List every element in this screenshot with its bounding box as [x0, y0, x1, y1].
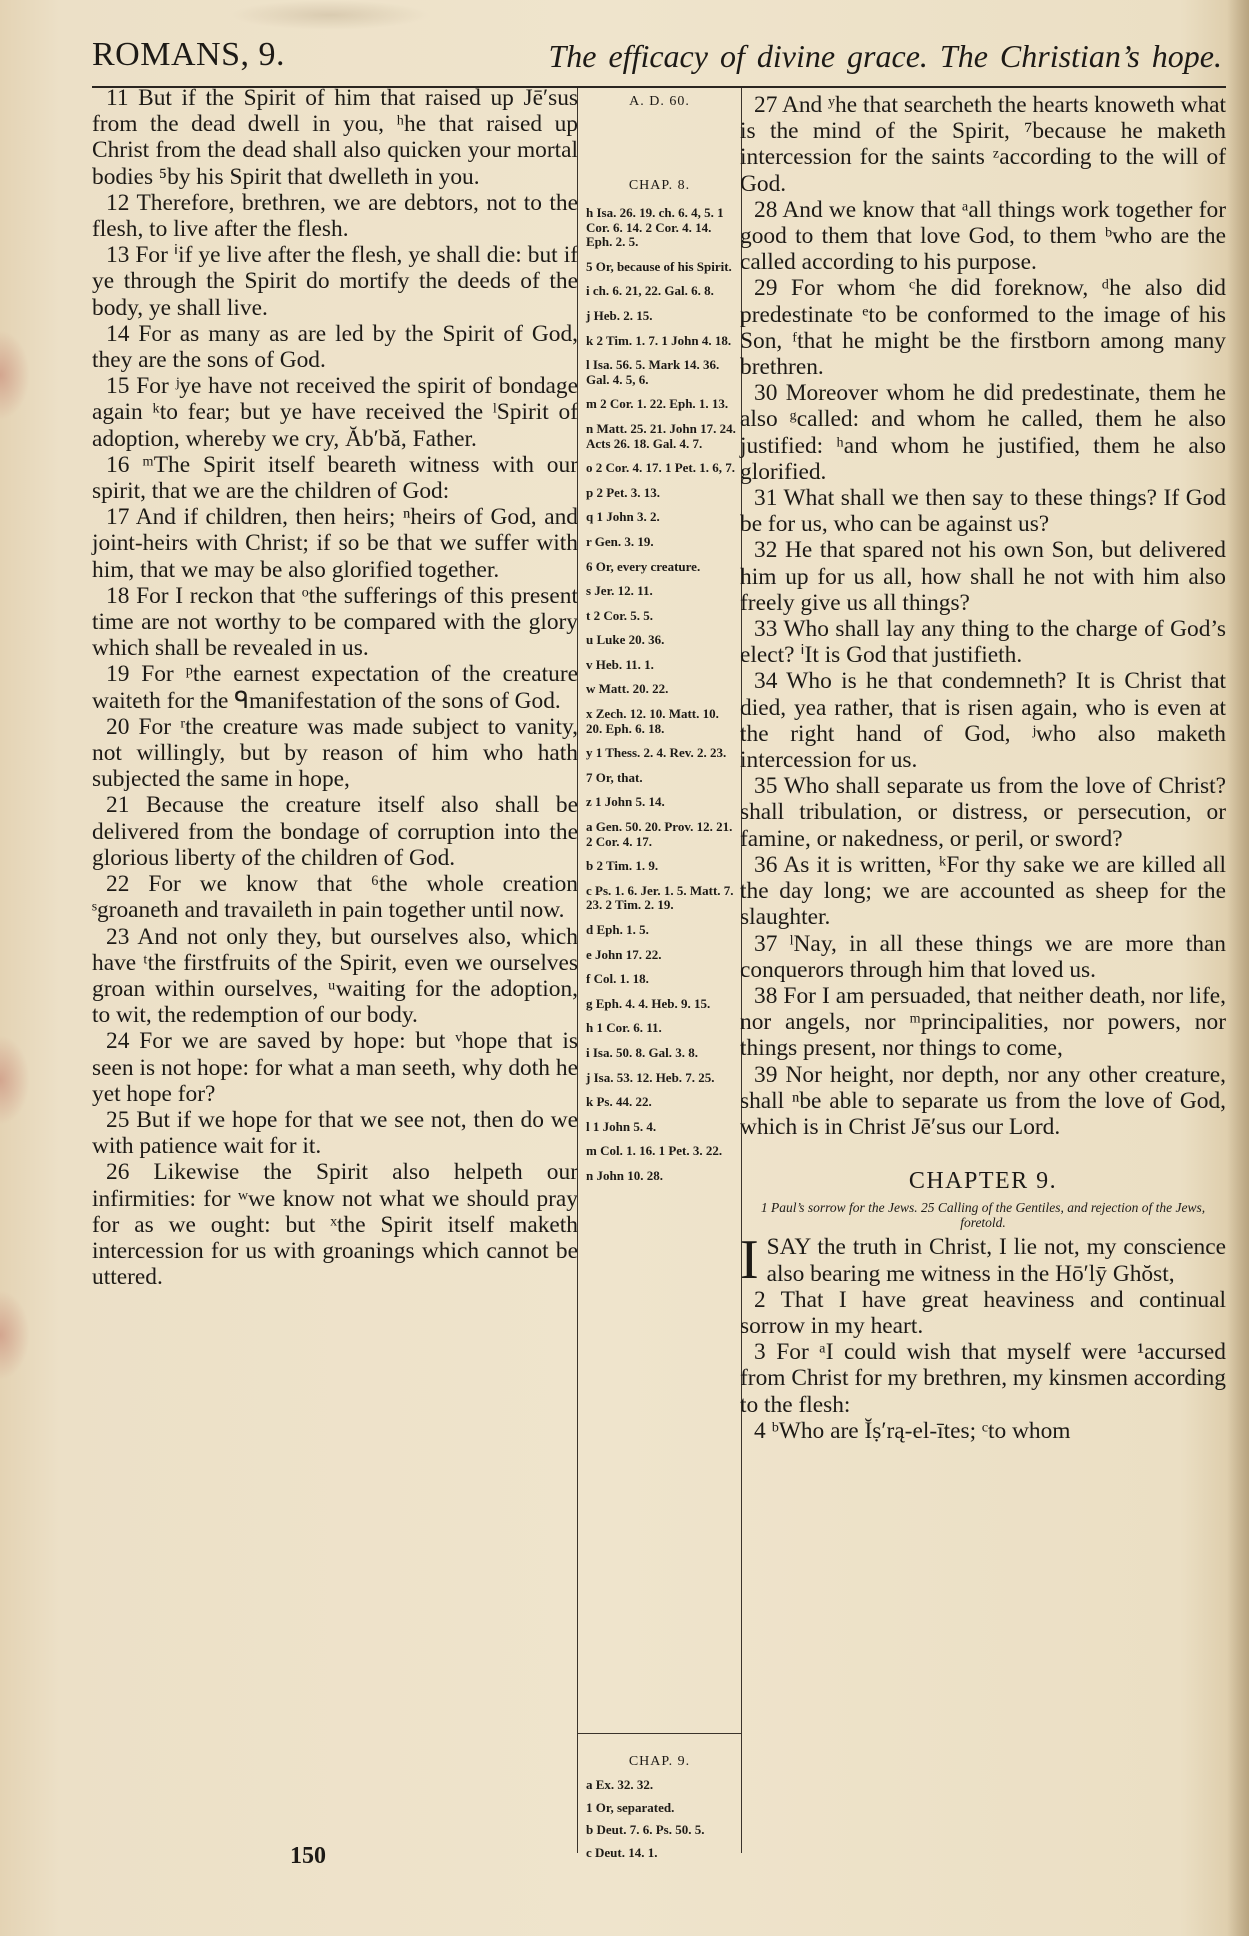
verse: 19 For ᵖthe earnest expectation of the creature waiteth for the ᑫmanifestation of the sons of God. — [92, 661, 578, 714]
verse: 14 For as many as are led by the Spirit of God, they are the sons of God. — [92, 320, 578, 374]
chapter-heading: CHAPTER 9. — [908, 1168, 1058, 1195]
reference: g Eph. 4. 4. Heb. 9. 15. — [586, 995, 711, 1011]
ref-chapter-label: CHAP. 8. — [628, 178, 691, 193]
reference: m Col. 1. 16. 1 Pet. 3. 22. — [586, 1143, 723, 1159]
anno-domini: A. D. 60. — [629, 94, 690, 109]
reference: y 1 Thess. 2. 4. Rev. 2. 23. — [586, 745, 727, 761]
reference: b Deut. 7. 6. Ps. 50. 5. — [586, 1822, 705, 1838]
verse: 12 Therefore, brethren, we are debtors, not to the flesh, to live after the flesh. — [92, 189, 578, 243]
reference: n John 10. 28. — [586, 1167, 663, 1183]
verse: 24 For we are saved by hope: but ᵛhope that is seen is not hope: for what a man seeth, why doth he yet hope for? — [92, 1028, 578, 1107]
reference: k Ps. 44. 22. — [586, 1094, 652, 1110]
reference: a Gen. 50. 20. Prov. 12. 21. 2 Cor. 4. 17. — [586, 819, 733, 849]
verse: 13 For ⁱif ye live after the flesh, ye shall die: but if ye through the Spirit do mortify the deeds of the body, ye shall live. — [92, 242, 578, 321]
reference: p 2 Pet. 3. 13. — [586, 484, 661, 500]
reference: f Col. 1. 18. — [586, 971, 649, 987]
verse: 36 As it is written, ᵏFor thy sake we are killed all the day long; we are accounted as sheep for the slaughter. — [740, 851, 1226, 931]
reference: n Matt. 25. 21. John 17. 24. Acts 26. 18. Gal. 4. 7. — [586, 420, 736, 451]
reference: q 1 John 3. 2. — [586, 509, 660, 525]
page-description: The efficacy of divine grace. The Christian’s hope. — [548, 38, 1222, 74]
reference: m 2 Cor. 1. 22. Eph. 1. 13. — [586, 396, 729, 412]
reference: t 2 Cor. 5. 5. — [586, 607, 654, 623]
reference: w Matt. 20. 22. — [586, 681, 669, 697]
spine-shadow — [1227, 0, 1249, 1936]
reference: i Isa. 50. 8. Gal. 3. 8. — [586, 1044, 698, 1060]
reference: r Gen. 3. 19. — [586, 533, 654, 549]
reference: h 1 Cor. 6. 11. — [586, 1020, 662, 1036]
reference: u Luke 20. 36. — [586, 632, 665, 648]
reference: s Jer. 12. 11. — [586, 583, 653, 599]
verse: 20 For ʳthe creature was made subject to vanity, not willingly, but by reason of him who hath subjected the same in hope, — [92, 713, 578, 793]
verse: 37 ˡNay, in all these things we are more than conquerors through him that loved us. — [740, 930, 1226, 983]
reference: l 1 John 5. 4. — [586, 1118, 657, 1134]
book-title: ROMANS, 9. — [92, 36, 285, 73]
verse: 38 For I am persuaded, that neither death, nor life, nor angels, nor ᵐprincipalities, nor powers, nor things present, nor things to come, — [740, 982, 1226, 1062]
verse: 18 For I reckon that ᵒthe sufferings of this present time are not worthy to be compared with the glory which shall be revealed in us. — [92, 582, 578, 662]
verse: 21 Because the creature itself also shall be delivered from the bondage of corruption into the glorious liberty of the children of God. — [92, 792, 578, 871]
edge-stain — [0, 1290, 30, 1380]
chapter9-verse1 — [740, 1229, 1226, 1292]
reference: l Isa. 56. 5. Mark 14. 36. Gal. 4. 5, 6. — [586, 357, 720, 387]
page-number: 150 — [290, 1843, 326, 1869]
verse: 28 And we know that ᵃall things work together for good to them that love God, to them ᵇwho are the called according to his purpose. — [740, 196, 1226, 276]
right-text-column — [740, 92, 1226, 1444]
chap9-reference-list — [586, 1778, 736, 1868]
verse: 31 What shall we then say to these things? If God be for us, who can be against us? — [740, 485, 1226, 538]
reference: v Heb. 11. 1. — [586, 656, 654, 672]
reference: j Heb. 2. 15. — [586, 307, 653, 323]
verse: 26 Likewise the Spirit also helpeth our infirmities: for ʷwe know not what we should pray for as we ought: but ˣthe Spirit itself maketh intercession for us with groanings which cannot be uttered. — [92, 1159, 578, 1291]
edge-stain — [0, 1035, 30, 1125]
verse: 25 But if we hope for that we see not, then do we with patience wait for it. — [92, 1106, 578, 1160]
page-smudge — [230, 0, 430, 30]
reference: j Isa. 53. 12. Heb. 7. 25. — [586, 1069, 715, 1085]
verse: 23 And not only they, but ourselves also, which have ᵗthe firstfruits of the Spirit, even we ourselves groan within ourselves, ᵘwaiting for the adoption, to wit, the redemption of our body. — [92, 923, 578, 1029]
reference: e John 17. 22. — [586, 946, 662, 962]
edge-stain — [0, 330, 30, 420]
reference: d Eph. 1. 5. — [586, 922, 649, 937]
verse: 3 For ᵃI could wish that myself were ¹accursed from Christ for my brethren, my kinsmen according to the flesh: — [740, 1339, 1226, 1418]
running-header — [92, 36, 1222, 84]
verse: 11 But if the Spirit of him that raised up Jē′sus from the dead dwell in you, ʰhe that raised up Christ from the dead shall also quicken your mortal bodies ⁵by his Spirit that dwelleth in you. — [92, 85, 578, 190]
cross-reference-column — [577, 88, 742, 1860]
reference-divider — [578, 1733, 741, 1734]
verse: 4 ᵇWho are Ĭṣ′rą-el-ītes; ᶜto whom — [754, 1417, 1071, 1444]
verse: 22 For we know that ⁶the whole creation ˢgroaneth and travaileth in pain together until now. — [92, 871, 578, 924]
reference: a Ex. 32. 32. — [586, 1777, 654, 1792]
verse: 27 And ʸhe that searcheth the hearts knoweth what is the mind of the Spirit, ⁷because he maketh intercession for the saints ᶻaccording to the will of God. — [740, 92, 1227, 197]
drop-cap: I — [740, 1229, 759, 1292]
chap8-reference-list — [586, 206, 736, 1194]
reference: c Ps. 1. 6. Jer. 1. 5. Matt. 7. 23. 2 Tim. 2. 19. — [586, 882, 734, 913]
reference: b 2 Tim. 1. 9. — [586, 858, 659, 874]
verse: 15 For ʲye have not received the spirit of bondage again ᵏto fear; but ye have received the ˡSpirit of adoption, whereby we cry, Ăb′bă, Father. — [92, 373, 578, 452]
verse: 34 Who is he that condemneth? It is Christ that died, yea rather, that is risen again, who is even at the right hand of God, ʲwho also maketh intercession for us. — [740, 668, 1226, 774]
reference: o 2 Cor. 4. 17. 1 Pet. 1. 6, 7. — [586, 460, 736, 476]
ref-chapter-label: CHAP. 9. — [628, 1754, 691, 1769]
verse: 32 He that spared not his own Son, but delivered him up for us all, how shall he not with him also freely give us all things? — [740, 537, 1226, 616]
verse: 39 Nor height, nor depth, nor any other creature, shall ⁿbe able to separate us from the love of God, which is in Christ Jē′sus our Lord. — [740, 1061, 1226, 1140]
verse: 2 That I have great heaviness and continual sorrow in my heart. — [740, 1286, 1226, 1339]
verse-text: SAY the truth in Christ, I lie not, my conscience also bearing me witness in the Hō′lȳ Ghŏst, — [766, 1234, 1226, 1287]
reference: 1 Or, separated. — [586, 1799, 675, 1815]
verse: 17 And if children, then heirs; ⁿheirs of God, and joint-heirs with Christ; if so be that we suffer with him, that we may be also glorified together. — [92, 504, 578, 583]
reference: 6 Or, every creature. — [586, 558, 701, 574]
verse: 33 Who shall lay any thing to the charge of God’s elect? ⁱIt is God that justifieth. — [740, 616, 1226, 669]
verse: 30 Moreover whom he did predestinate, them he also ᵍcalled: and whom he called, them he also justified: ʰand whom he justified, them he also glorified. — [740, 380, 1226, 485]
reference: k 2 Tim. 1. 7. 1 John 4. 18. — [586, 332, 732, 348]
reference: i ch. 6. 21, 22. Gal. 6. 8. — [586, 283, 714, 299]
chapter-summary: 1 Paul’s sorrow for the Jews. 25 Calling of the Gentiles, and rejection of the Jews, foretold. — [760, 1200, 1206, 1231]
reference: x Zech. 12. 10. Matt. 10. 20. Eph. 6. 18. — [586, 706, 719, 736]
verse: 35 Who shall separate us from the love of Christ? shall tribulation, or distress, or persecution, or famine, or nakedness, or peril, or sword? — [740, 773, 1226, 852]
reference: z 1 John 5. 14. — [586, 794, 665, 810]
reference: c Deut. 14. 1. — [586, 1844, 658, 1860]
left-text-column — [92, 85, 578, 1290]
reference: 7 Or, that. — [586, 769, 643, 785]
reference: 5 Or, because of his Spirit. — [586, 258, 732, 274]
reference: h Isa. 26. 19. ch. 6. 4, 5. 1 Cor. 6. 14. 2 Cor. 4. 14. Eph. 2. 5. — [586, 205, 724, 250]
verse: 16 ᵐThe Spirit itself beareth witness with our spirit, that we are the children of God: — [92, 451, 578, 505]
verse: 29 For whom ᶜhe did foreknow, ᵈhe also did predestinate ᵉto be conformed to the image of his Son, ᶠthat he might be the firstborn among many brethren. — [740, 275, 1226, 381]
